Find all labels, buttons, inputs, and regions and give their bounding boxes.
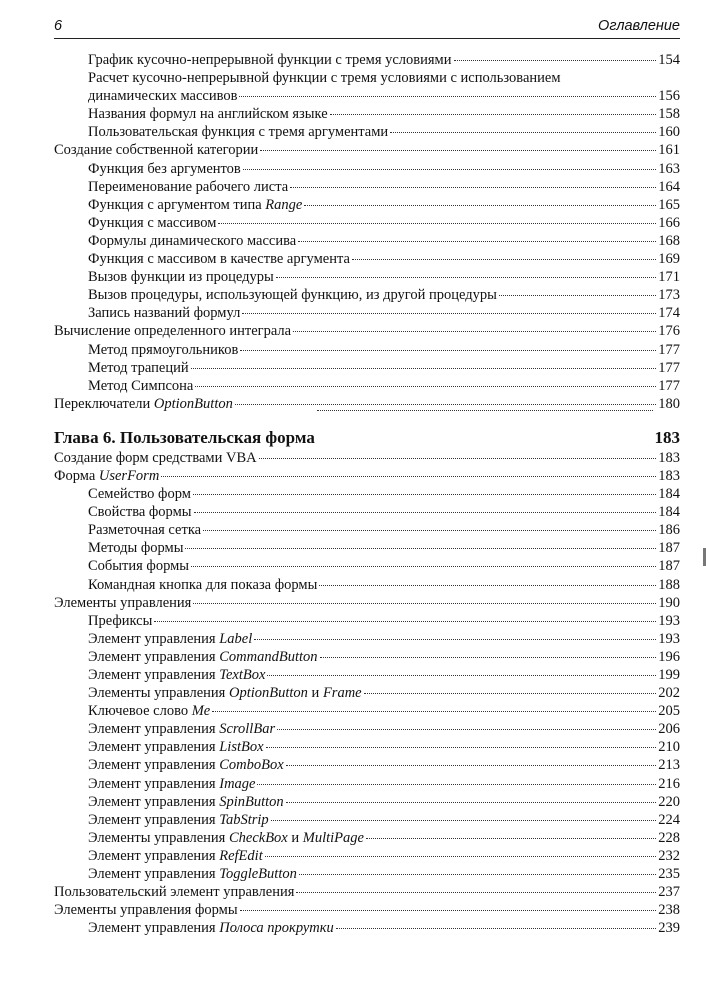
toc-entry bbox=[54, 919, 680, 937]
dot-leader bbox=[267, 675, 656, 676]
toc-entry-title bbox=[54, 467, 159, 485]
dot-leader bbox=[191, 566, 656, 567]
toc-entry bbox=[54, 105, 680, 123]
toc-entry-title bbox=[88, 775, 255, 793]
toc-page-number: 165 bbox=[658, 196, 680, 213]
toc-entry bbox=[54, 738, 680, 756]
toc-entry-title bbox=[88, 612, 152, 630]
toc-entry-title bbox=[88, 123, 388, 141]
toc-entry-title-italic: MultiPage bbox=[302, 829, 364, 846]
dot-leader bbox=[320, 657, 657, 658]
toc-page-number: 168 bbox=[658, 232, 680, 249]
toc-page-number: 184 bbox=[658, 486, 680, 503]
toc-page-number: 187 bbox=[658, 558, 680, 575]
page-number: 6 bbox=[54, 18, 63, 34]
toc-page-number: 188 bbox=[658, 576, 680, 593]
toc-entry-title bbox=[88, 304, 240, 322]
toc-entry-title bbox=[88, 666, 265, 684]
toc-page-number: 183 bbox=[654, 427, 680, 447]
dot-leader bbox=[454, 60, 657, 61]
toc-page-number: 237 bbox=[658, 884, 680, 901]
toc-entry bbox=[54, 268, 680, 286]
toc-entry-title-text: Названия формул на английском языке bbox=[88, 106, 328, 123]
dot-leader bbox=[240, 910, 657, 911]
toc-entry-title bbox=[88, 359, 189, 377]
toc-page-number: 163 bbox=[658, 160, 680, 177]
toc-entry-title bbox=[88, 811, 269, 829]
toc-entry bbox=[54, 341, 680, 359]
dot-leader bbox=[336, 928, 656, 929]
dot-leader bbox=[257, 784, 656, 785]
toc-entry bbox=[54, 286, 680, 304]
toc-entry bbox=[54, 666, 680, 684]
toc-entry-title-text: Элементы управления bbox=[88, 829, 229, 846]
running-title: Оглавление bbox=[598, 18, 680, 34]
toc-entry-title-text: Командная кнопка для показа формы bbox=[88, 576, 318, 593]
dot-leader bbox=[254, 639, 656, 640]
toc-entry bbox=[54, 123, 680, 141]
toc-page-number: 190 bbox=[658, 594, 680, 611]
toc-entry-title-italic: CommandButton bbox=[219, 648, 318, 665]
toc-page-number: 171 bbox=[658, 269, 680, 286]
toc-entry bbox=[54, 196, 680, 214]
toc-entry bbox=[54, 214, 680, 232]
toc-page-number: 238 bbox=[658, 902, 680, 919]
toc-entry-title bbox=[88, 377, 193, 395]
toc-entry bbox=[54, 178, 680, 196]
toc-entry-title bbox=[88, 919, 334, 937]
toc-entry-title bbox=[54, 141, 258, 159]
dot-leader bbox=[265, 856, 657, 857]
toc-entry bbox=[54, 539, 680, 557]
toc-entry-title-text: Пользовательский элемент управления bbox=[54, 884, 295, 901]
toc-entry-title bbox=[54, 395, 233, 413]
dot-leader bbox=[286, 802, 657, 803]
toc-entry-title-text: Вызов функции из процедуры bbox=[88, 269, 274, 286]
toc-page-number: 164 bbox=[658, 178, 680, 195]
toc-page-number: 169 bbox=[658, 251, 680, 268]
toc-entry-title bbox=[88, 539, 183, 557]
dot-leader bbox=[390, 132, 656, 133]
toc-page-number: 180 bbox=[658, 395, 680, 412]
toc-entry-title-text: Элемент управления bbox=[88, 721, 220, 738]
toc-entry-title-italic: OptionButton bbox=[228, 685, 308, 702]
toc-page-number: 154 bbox=[658, 52, 680, 68]
toc-entry-title-italic: UserForm bbox=[98, 467, 160, 484]
dot-leader bbox=[154, 621, 656, 622]
dot-leader bbox=[286, 765, 657, 766]
dot-leader bbox=[290, 187, 656, 188]
toc-entry-title bbox=[54, 449, 257, 467]
toc-entry bbox=[54, 594, 680, 612]
toc-entry-title-text: Функция без аргументов bbox=[88, 160, 241, 177]
toc-entry-title bbox=[88, 684, 362, 702]
toc-entry-title-text: Элемент управления bbox=[88, 866, 220, 883]
toc-entry-title bbox=[88, 105, 328, 123]
toc-entry-line bbox=[88, 69, 680, 87]
toc-page-number: 232 bbox=[658, 847, 680, 864]
toc-entry bbox=[54, 648, 680, 666]
toc-entry-title bbox=[88, 521, 201, 539]
toc-page-number: 216 bbox=[658, 775, 680, 792]
toc-page-number: 184 bbox=[658, 504, 680, 521]
toc-entry-title-text: и bbox=[287, 829, 303, 846]
toc-entry bbox=[54, 503, 680, 521]
dot-leader bbox=[293, 331, 656, 332]
toc-entry-title-text: Элемент управления bbox=[88, 793, 220, 810]
toc-entry-title-text: Переименование рабочего листа bbox=[88, 178, 289, 195]
toc-page-number: 176 bbox=[658, 323, 680, 340]
toc-entry-title-text: Ключевое слово bbox=[88, 703, 192, 720]
toc-entry bbox=[54, 630, 680, 648]
toc-entry-title-italic: Image bbox=[219, 775, 256, 792]
dot-leader bbox=[266, 747, 657, 748]
toc-entry-title-text: Элемент управления bbox=[88, 920, 220, 937]
toc-entry-title-italic: Полоса прокрутки bbox=[219, 920, 334, 937]
toc-entry bbox=[54, 847, 680, 865]
toc-page-number: 183 bbox=[658, 449, 680, 466]
dot-leader bbox=[299, 874, 656, 875]
toc-entry-title-text: Элемент управления bbox=[88, 811, 220, 828]
toc-entry-title-italic: OptionButton bbox=[153, 395, 233, 412]
toc-entry bbox=[54, 829, 680, 847]
toc-entry-title-text: Создание форм средствами VBA bbox=[54, 449, 257, 466]
toc-entry-title-text: Формулы динамического массива bbox=[88, 232, 297, 249]
toc-entry bbox=[54, 449, 680, 467]
dot-leader bbox=[195, 386, 656, 387]
toc-entry-title bbox=[88, 576, 317, 594]
toc-entry-title bbox=[88, 196, 302, 214]
toc-entry-title-italic: CheckBox bbox=[228, 829, 288, 846]
dot-leader bbox=[276, 277, 656, 278]
toc-entry-title bbox=[88, 557, 189, 575]
toc-entry bbox=[54, 322, 680, 340]
dot-leader bbox=[212, 711, 656, 712]
dot-leader bbox=[218, 223, 656, 224]
toc-page-number: 202 bbox=[658, 685, 680, 702]
toc-entry-title-text: Вычисление определенного интеграла bbox=[54, 323, 292, 340]
toc-entry bbox=[54, 576, 680, 594]
toc-entry bbox=[54, 612, 680, 630]
toc-page-number: 177 bbox=[658, 377, 680, 394]
toc-page-number: 160 bbox=[658, 124, 680, 141]
toc-page-number: 166 bbox=[658, 214, 680, 231]
toc-entry-title-text: Метод трапеций bbox=[88, 359, 189, 376]
toc-page-number: 196 bbox=[658, 648, 680, 665]
toc-entry-title-italic: Frame bbox=[322, 685, 362, 702]
toc-page-number: 228 bbox=[658, 829, 680, 846]
toc-entry bbox=[54, 377, 680, 395]
dot-leader bbox=[243, 169, 656, 170]
toc-entry-title bbox=[88, 51, 452, 69]
toc-entry-title-text: Элемент управления bbox=[88, 757, 220, 774]
toc-entry-title-text: Префиксы bbox=[88, 612, 153, 629]
toc-entry-title-text: Элемент управления bbox=[88, 847, 220, 864]
toc-page-number: 177 bbox=[658, 341, 680, 358]
toc-entry-title-text: Пользовательская функция с тремя аргументами bbox=[88, 124, 389, 141]
toc-entry-title-text: Семейство форм bbox=[88, 486, 191, 503]
toc-entry-title: динамических массивов bbox=[88, 88, 238, 105]
toc-entry-title-italic: Range bbox=[265, 196, 303, 213]
toc-entry bbox=[54, 901, 680, 919]
toc-entry-title-text: Элемент управления bbox=[88, 775, 220, 792]
toc-page-number: 210 bbox=[658, 739, 680, 756]
toc-entry-title-text: Вызов процедуры, использующей функцию, из другой процедуры bbox=[88, 287, 497, 304]
toc-entry-title bbox=[54, 901, 238, 919]
toc-entry-title-italic: Me bbox=[191, 703, 211, 720]
toc-entry-title bbox=[88, 503, 192, 521]
toc-entry-title-text: Переключатели bbox=[54, 395, 154, 412]
toc-entry-title bbox=[88, 702, 210, 720]
toc-page-number: 183 bbox=[658, 467, 680, 484]
page-header bbox=[54, 16, 680, 39]
toc-entry-title-text: Свойства формы bbox=[88, 504, 192, 521]
toc-entry-title-text: События формы bbox=[88, 558, 190, 575]
toc-entry-title-italic: ComboBox bbox=[219, 757, 284, 774]
toc-entry-title-italic: SpinButton bbox=[219, 793, 284, 810]
table-of-contents bbox=[54, 51, 680, 937]
toc-entry-title-text: Функция с массивом в качестве аргумента bbox=[88, 251, 350, 268]
dot-leader bbox=[194, 512, 657, 513]
dot-leader bbox=[352, 259, 656, 260]
toc-entry bbox=[54, 756, 680, 774]
dot-leader bbox=[259, 458, 657, 459]
dot-leader bbox=[366, 838, 656, 839]
toc-entry-title bbox=[88, 865, 297, 883]
toc-page-number: 177 bbox=[658, 359, 680, 376]
toc-entry-title-text: Элемент управления bbox=[88, 739, 220, 756]
toc-entry bbox=[54, 811, 680, 829]
toc-page-number: 206 bbox=[658, 721, 680, 738]
toc-page-number: 193 bbox=[658, 612, 680, 629]
toc-entry bbox=[54, 883, 680, 901]
toc-entry-title bbox=[88, 268, 274, 286]
toc-entry-title-text: Элемент управления bbox=[88, 648, 220, 665]
toc-page-number: 220 bbox=[658, 793, 680, 810]
toc-entry-title bbox=[54, 594, 191, 612]
toc-entry-title bbox=[54, 883, 294, 901]
toc-entry bbox=[54, 69, 680, 105]
dot-leader bbox=[298, 241, 656, 242]
toc-entry-title-text: Функция с аргументом типа bbox=[88, 196, 266, 213]
toc-page-number: 213 bbox=[658, 757, 680, 774]
dot-leader bbox=[330, 114, 657, 115]
toc-entry-line bbox=[88, 87, 680, 105]
toc-entry-title-text: Метод прямоугольников bbox=[88, 341, 239, 358]
dot-leader bbox=[235, 404, 656, 405]
dot-leader bbox=[260, 150, 656, 151]
toc-entry-title-text: Элемент управления bbox=[88, 630, 220, 647]
toc-entry-title-text: Создание собственной категории bbox=[54, 142, 259, 159]
toc-page-number: 235 bbox=[658, 866, 680, 883]
dot-leader bbox=[304, 205, 656, 206]
toc-entry-title bbox=[88, 178, 288, 196]
toc-page-number: 205 bbox=[658, 703, 680, 720]
toc-chapter-entry bbox=[54, 413, 680, 449]
toc-entry bbox=[54, 720, 680, 738]
toc-page-number: 224 bbox=[658, 811, 680, 828]
toc-entry bbox=[54, 250, 680, 268]
toc-entry-title bbox=[88, 793, 284, 811]
toc-entry bbox=[54, 304, 680, 322]
toc-entry-title-text: Метод Симпсона bbox=[88, 377, 194, 394]
toc-entry-title bbox=[88, 286, 497, 304]
toc-entry-title-text: Глава 6. Пользовательская форма bbox=[54, 427, 315, 447]
toc-entry-title-italic: TabStrip bbox=[219, 811, 269, 828]
toc-entry-title bbox=[88, 756, 284, 774]
toc-entry-title-italic: Label bbox=[219, 630, 253, 647]
dot-leader bbox=[319, 585, 656, 586]
toc-page-number: 239 bbox=[658, 920, 680, 937]
dot-leader bbox=[193, 603, 656, 604]
toc-entry-title bbox=[88, 720, 275, 738]
toc-entry-title-text: и bbox=[307, 685, 323, 702]
toc-entry-title-text: Функция с массивом bbox=[88, 214, 217, 231]
dot-leader bbox=[240, 350, 656, 351]
toc-entry-title bbox=[88, 485, 191, 503]
toc-entry-title-italic: ToggleButton bbox=[219, 866, 297, 883]
toc-page-number: 156 bbox=[658, 88, 680, 105]
toc-entry bbox=[54, 141, 680, 159]
toc-entry-title bbox=[88, 232, 296, 250]
toc-page-number: 158 bbox=[658, 106, 680, 123]
toc-entry-title bbox=[88, 738, 264, 756]
toc-page-number: 161 bbox=[658, 142, 680, 159]
toc-entry-title-text: Разметочная сетка bbox=[88, 522, 202, 539]
toc-entry bbox=[54, 51, 680, 69]
toc-entry-title-text: График кусочно-непрерывной функции с тремя условиями bbox=[88, 52, 452, 68]
toc-entry-title bbox=[88, 341, 238, 359]
toc-entry bbox=[54, 232, 680, 250]
dot-leader bbox=[239, 96, 656, 97]
toc-entry-title-text: Элементы управления bbox=[54, 594, 192, 611]
toc-entry-title-italic: RefEdit bbox=[219, 847, 263, 864]
dot-leader bbox=[271, 820, 657, 821]
dot-leader bbox=[161, 476, 656, 477]
toc-page-number: 199 bbox=[658, 667, 680, 683]
toc-entry bbox=[54, 775, 680, 793]
toc-entry bbox=[54, 485, 680, 503]
toc-page-number: 174 bbox=[658, 305, 680, 322]
toc-entry bbox=[54, 359, 680, 377]
dot-leader bbox=[296, 892, 656, 893]
toc-entry bbox=[54, 521, 680, 539]
dot-leader bbox=[364, 693, 657, 694]
dot-leader bbox=[317, 410, 653, 411]
toc-entry-title bbox=[88, 630, 252, 648]
toc-entry-title-italic: ScrollBar bbox=[219, 721, 276, 738]
toc-entry-title bbox=[88, 829, 364, 847]
dot-leader bbox=[193, 494, 656, 495]
toc-entry-title-italic: ListBox bbox=[219, 739, 264, 756]
toc-entry-title bbox=[88, 160, 241, 178]
toc-entry-title-text: Форма bbox=[54, 467, 99, 484]
toc-entry-title bbox=[54, 427, 315, 449]
toc-entry bbox=[54, 467, 680, 485]
dot-leader bbox=[277, 729, 656, 730]
toc-entry-title bbox=[88, 847, 263, 865]
toc-entry-title-italic: TextBox bbox=[219, 667, 266, 683]
toc-page-number: 193 bbox=[658, 630, 680, 647]
toc-entry-title bbox=[88, 250, 350, 268]
toc-entry bbox=[54, 793, 680, 811]
dot-leader bbox=[499, 295, 656, 296]
dot-leader bbox=[203, 530, 656, 531]
toc-entry-title bbox=[88, 214, 216, 232]
toc-entry bbox=[54, 702, 680, 720]
dot-leader bbox=[191, 368, 657, 369]
dot-leader bbox=[185, 548, 656, 549]
toc-entry-title-text: Элементы управления bbox=[88, 685, 229, 702]
toc-entry-title: Расчет кусочно-непрерывной функции с тремя условиями с использованием bbox=[88, 70, 561, 87]
toc-entry-title-text: Методы формы bbox=[88, 540, 184, 557]
toc-entry-title-text: Элемент управления bbox=[88, 667, 220, 683]
toc-page-number: 173 bbox=[658, 287, 680, 304]
toc-entry-title bbox=[54, 322, 291, 340]
dot-leader bbox=[242, 313, 656, 314]
toc-page-number: 186 bbox=[658, 522, 680, 539]
toc-entry bbox=[54, 684, 680, 702]
toc-entry-title-text: Элементы управления формы bbox=[54, 902, 238, 919]
toc-entry-title-text: Запись названий формул bbox=[88, 305, 241, 322]
toc-entry bbox=[54, 865, 680, 883]
toc-entry bbox=[54, 160, 680, 178]
toc-entry-title bbox=[88, 648, 318, 666]
toc-page-number: 187 bbox=[658, 540, 680, 557]
toc-entry bbox=[54, 557, 680, 575]
